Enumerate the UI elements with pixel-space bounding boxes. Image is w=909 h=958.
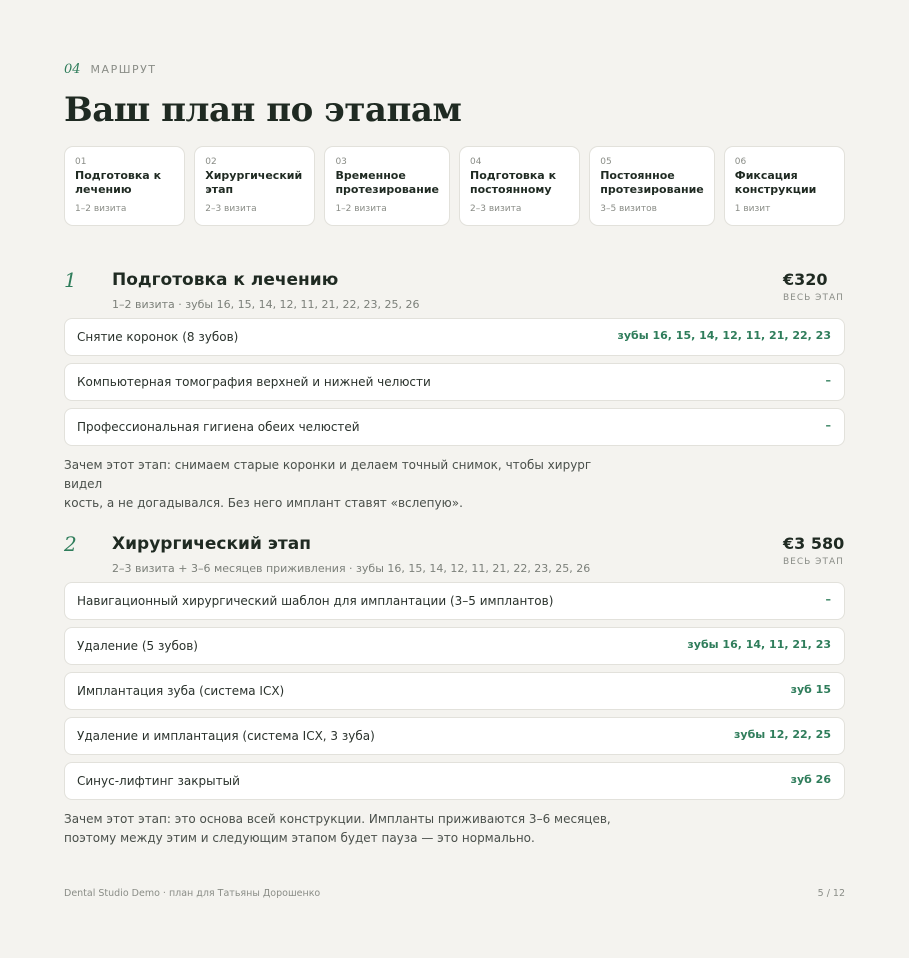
stage-title: Подготовка к лечению — [112, 270, 339, 290]
page-title: Ваш план по этапам — [64, 90, 462, 130]
procedure-teeth: зубы 16, 14, 11, 21, 23 — [687, 638, 831, 651]
procedure-teeth: зуб 15 — [790, 683, 831, 696]
procedure-label: Удаление (5 зубов) — [77, 639, 198, 653]
step-card-2[interactable] — [194, 146, 315, 226]
procedure-row[interactable] — [64, 762, 845, 800]
procedure-label: Синус-лифтинг закрытый — [77, 774, 240, 788]
stage-2-items — [64, 582, 845, 807]
stage-price-amount: €320 — [783, 270, 828, 289]
stage-price — [783, 270, 845, 303]
procedure-label: Снятие коронок (8 зубов) — [77, 330, 239, 344]
procedure-teeth: зубы 12, 22, 25 — [734, 728, 831, 741]
stage-1-note — [64, 456, 624, 513]
note-line: Зачем этот этап: это основа всей конструкции. Импланты приживаются 3–6 месяцев, — [64, 812, 611, 826]
step-name: Подготовка к лечению — [75, 169, 162, 196]
procedure-row[interactable] — [64, 717, 845, 755]
section-number: 04 — [64, 62, 81, 77]
step-number: 01 — [75, 157, 87, 167]
procedure-teeth: зубы 16, 15, 14, 12, 11, 21, 22, 23 — [617, 329, 831, 342]
step-name: Хирургический этап — [205, 169, 303, 196]
step-number: 06 — [734, 157, 747, 167]
step-card-4[interactable] — [459, 146, 580, 226]
procedure-teeth: зуб 26 — [790, 773, 831, 786]
stage-meta: 1–2 визита · зубы 16, 15, 14, 12, 11, 21, 22, 23, 25, 26 — [112, 298, 420, 311]
step-visits: 1–2 визита — [75, 204, 127, 214]
procedure-label: Удаление и имплантация (система ICX, 3 зуба) — [77, 729, 375, 743]
stage-price-label: ВЕСЬ ЭТАП — [783, 293, 844, 303]
stage-price-amount: €3 580 — [783, 534, 845, 553]
step-visits: 3–5 визитов — [600, 204, 657, 214]
procedure-label: Навигационный хирургический шаблон для имплантации (3–5 имплантов) — [77, 594, 554, 608]
step-name: Временное протезирование — [335, 169, 439, 196]
procedure-teeth: – — [825, 593, 831, 606]
page-number: 5 / 12 — [817, 888, 845, 899]
step-number: 04 — [470, 157, 482, 167]
procedure-row[interactable] — [64, 582, 845, 620]
note-line: поэтому между этим и следующим этапом будет пауза — это нормально. — [64, 831, 535, 845]
stage-2-header — [64, 532, 845, 576]
procedure-row[interactable] — [64, 627, 845, 665]
step-name: Постоянное протезирование — [600, 169, 704, 196]
stage-price-label: ВЕСЬ ЭТАП — [783, 557, 844, 567]
stage-1-header — [64, 268, 845, 312]
stage-1-items — [64, 318, 845, 453]
procedure-teeth: – — [825, 419, 831, 432]
procedure-label: Имплантация зуба (система ICX) — [77, 684, 285, 698]
stage-price — [783, 534, 845, 567]
stage-title: Хирургический этап — [112, 534, 311, 554]
footer-document-label: Dental Studio Demo · план для Татьяны Дорошенко — [64, 888, 321, 899]
procedure-label: Компьютерная томография верхней и нижней челюсти — [77, 375, 431, 389]
procedure-row[interactable] — [64, 408, 845, 446]
stage-number: 1 — [64, 268, 77, 292]
step-name: Фиксация конструкции — [734, 169, 817, 196]
step-visits: 2–3 визита — [470, 204, 522, 214]
step-card-1[interactable] — [64, 146, 185, 226]
section-label: МАРШРУТ — [90, 63, 157, 76]
stage-meta: 2–3 визита + 3–6 месяцев приживления · зубы 16, 15, 14, 12, 11, 21, 22, 23, 25, 26 — [112, 562, 591, 575]
procedure-teeth: – — [825, 374, 831, 387]
step-visits: 2–3 визита — [205, 204, 257, 214]
page-footer — [64, 888, 845, 899]
step-card-5[interactable] — [589, 146, 715, 226]
procedure-row[interactable] — [64, 363, 845, 401]
section-kicker — [64, 62, 157, 77]
step-name: Подготовка к постоянному — [470, 169, 557, 196]
step-card-6[interactable] — [724, 146, 845, 226]
stage-2-note — [64, 810, 624, 848]
step-number: 03 — [335, 157, 347, 167]
step-visits: 1 визит — [734, 204, 771, 214]
step-number: 02 — [205, 157, 217, 167]
procedure-label: Профессиональная гигиена обеих челюстей — [77, 420, 360, 434]
step-number: 05 — [600, 157, 612, 167]
step-card-3[interactable] — [324, 146, 450, 226]
stage-number: 2 — [64, 532, 77, 556]
procedure-row[interactable] — [64, 318, 845, 356]
step-visits: 1–2 визита — [335, 204, 387, 214]
step-overview — [64, 146, 845, 226]
procedure-row[interactable] — [64, 672, 845, 710]
note-line: кость, а не догадывался. Без него имплант ставят «вслепую». — [64, 496, 463, 510]
note-line: Зачем этот этап: снимаем старые коронки и делаем точный снимок, чтобы хирург видел — [64, 458, 592, 491]
